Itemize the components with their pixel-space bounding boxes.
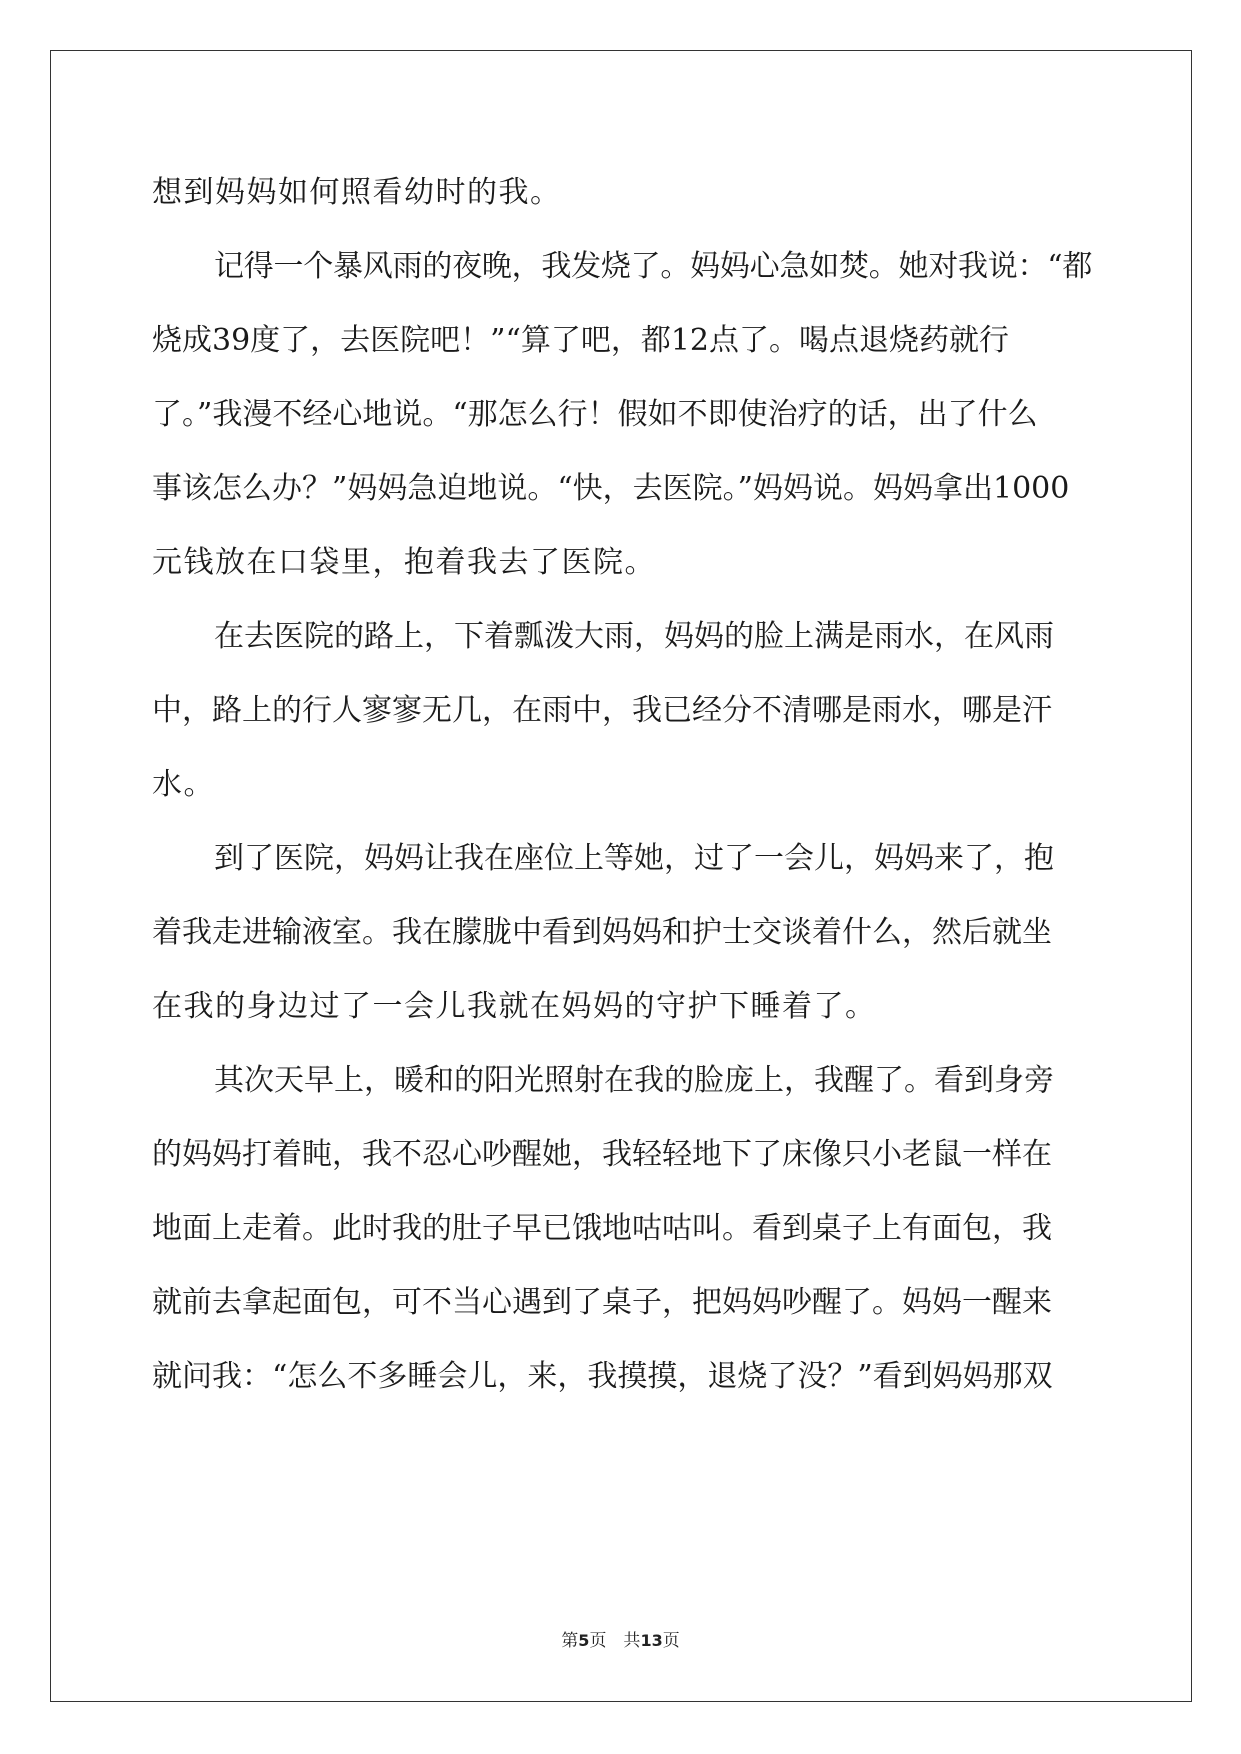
- text-line: 了。”我漫不经心地说。“那怎么行！假如不即使治疗的话，出了什么: [152, 397, 1038, 432]
- text-line: 就问我：“怎么不多睡会儿，来，我摸摸，退烧了没？”看到妈妈那双: [152, 1359, 1053, 1394]
- footer-page-number: 5: [578, 1631, 590, 1650]
- text-line: 中，路上的行人寥寥无几，在雨中，我已经分不清哪是雨水，哪是汗: [152, 693, 1052, 728]
- text-line: 想到妈妈如何照看幼时的我。: [152, 175, 562, 210]
- text-line: 水。: [152, 767, 215, 802]
- text-line: 着我走进输液室。我在朦胧中看到妈妈和护士交谈着什么，然后就坐: [152, 915, 1052, 950]
- body-text: [152, 156, 1092, 1414]
- footer-prefix: 第: [561, 1631, 579, 1651]
- text-line: 记得一个暴风雨的夜晚，我发烧了。妈妈心急如焚。她对我说：“都: [214, 249, 1093, 284]
- text-line: 的妈妈打着盹，我不忍心吵醒她，我轻轻地下了床像只小老鼠一样在: [152, 1137, 1052, 1172]
- text-line: 其次天早上，暖和的阳光照射在我的脸庞上，我醒了。看到身旁: [214, 1063, 1054, 1098]
- footer-total-pages: 13: [640, 1631, 663, 1650]
- text-line: 地面上走着。此时我的肚子早已饿地咕咕叫。看到桌子上有面包，我: [152, 1211, 1052, 1246]
- page-footer: [0, 1626, 1241, 1651]
- text-line: 烧成39度了，去医院吧！”“算了吧，都12点了。喝点退烧药就行: [152, 323, 1010, 358]
- text-line: 事该怎么办？”妈妈急迫地说。“快，去医院。”妈妈说。妈妈拿出1000: [152, 471, 1070, 506]
- text-line: 在去医院的路上，下着瓢泼大雨，妈妈的脸上满是雨水，在风雨: [214, 619, 1054, 654]
- text-line: 元钱放在口袋里，抱着我去了医院。: [152, 545, 656, 580]
- footer-suffix: 页: [662, 1631, 680, 1651]
- text-line: 到了医院，妈妈让我在座位上等她，过了一会儿，妈妈来了，抱: [214, 841, 1054, 876]
- footer-middle: 页 共: [589, 1631, 641, 1651]
- text-line: 在我的身边过了一会儿我就在妈妈的守护下睡着了。: [152, 989, 877, 1024]
- text-line: 就前去拿起面包，可不当心遇到了桌子，把妈妈吵醒了。妈妈一醒来: [152, 1285, 1052, 1320]
